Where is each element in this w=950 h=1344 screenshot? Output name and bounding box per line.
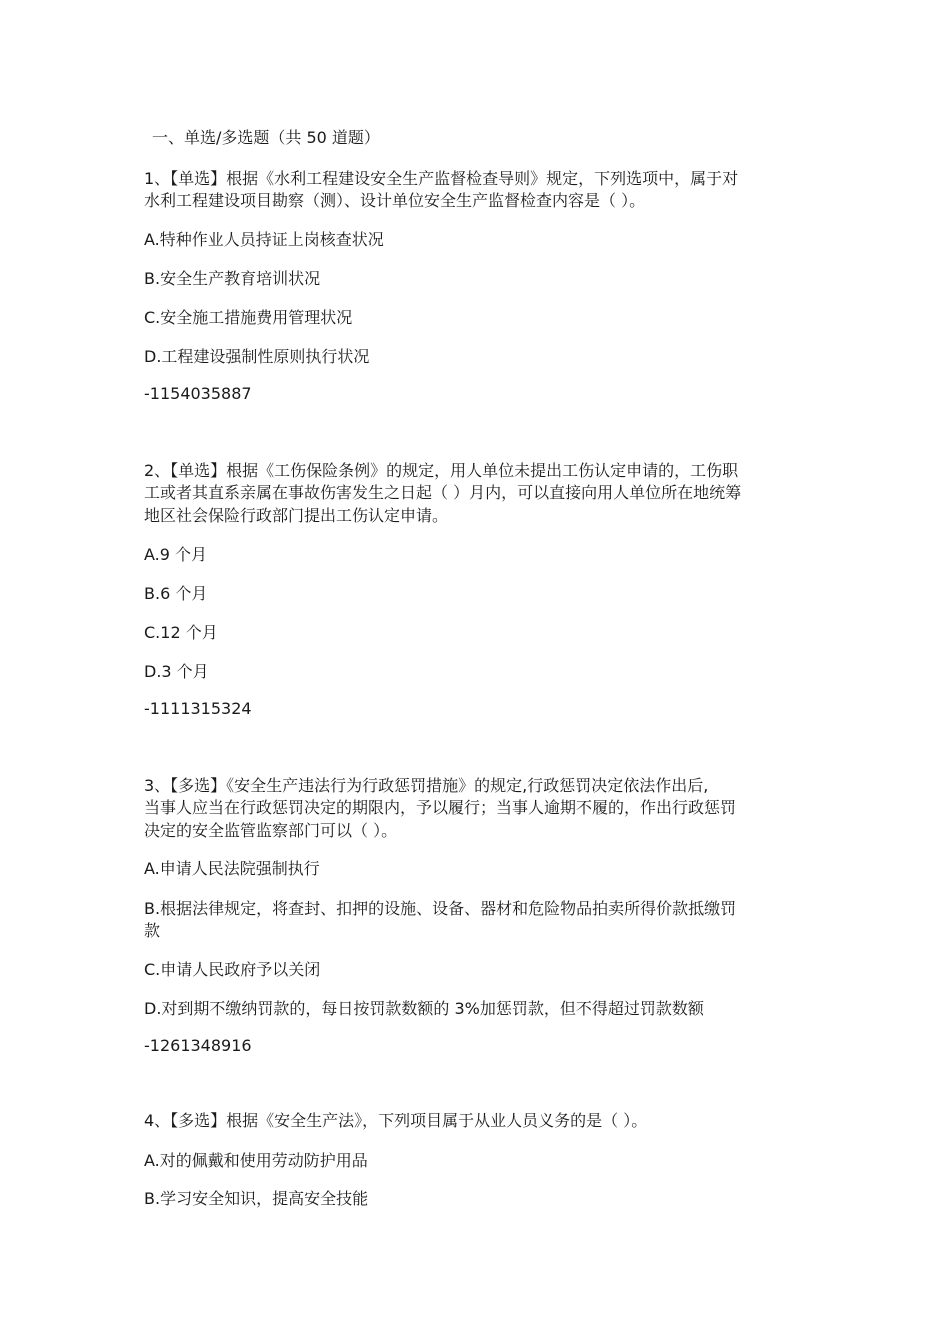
question-3-option-b-line-1: B.根据法律规定，将查封、扣押的设施、设备、器材和危险物品拍卖所得价款抵缴罚	[144, 899, 737, 918]
question-1-option-b: B.安全生产教育培训状况	[144, 269, 321, 288]
question-3-option-c: C.申请人民政府予以关闭	[144, 960, 321, 979]
question-2-stem-line-2: 工或者其直系亲属在事故伤害发生之日起（ ）月内，可以直接向用人单位所在地统筹	[144, 483, 742, 502]
question-3-stem-line-1: 3、【多选】《安全生产违法行为行政惩罚措施》的规定,行政惩罚决定依法作出后,	[144, 776, 709, 795]
question-4-stem-line-1: 4、【多选】根据《安全生产法》，下列项目属于从业人员义务的是（ ）。	[144, 1111, 648, 1130]
question-4-option-a: A.对的佩戴和使用劳动防护用品	[144, 1151, 368, 1170]
question-2-stem-line-3: 地区社会保险行政部门提出工伤认定申请。	[144, 506, 449, 525]
question-2-code: -1111315324	[144, 699, 252, 718]
question-2-option-d: D.3 个月	[144, 662, 209, 681]
question-3-option-d: D.对到期不缴纳罚款的，每日按罚款数额的 3%加惩罚款，但不得超过罚款数额	[144, 999, 704, 1018]
question-2-stem-line-1: 2、【单选】根据《工伤保险条例》的规定，用人单位未提出工伤认定申请的，工伤职	[144, 461, 739, 480]
question-1-option-d: D.工程建设强制性原则执行状况	[144, 347, 370, 366]
question-3-stem-line-3: 决定的安全监管监察部门可以（ ）。	[144, 821, 398, 840]
question-3-option-b-line-2: 款	[144, 921, 161, 940]
question-1-code: -1154035887	[144, 384, 252, 403]
section-title: 一、单选/多选题（共 50 道题）	[152, 128, 380, 147]
question-4-option-b: B.学习安全知识，提高安全技能	[144, 1189, 369, 1208]
question-1-stem-line-2: 水利工程建设项目勘察（测）、设计单位安全生产监督检查内容是（ ）。	[144, 191, 646, 210]
question-3-option-a: A.申请人民法院强制执行	[144, 859, 320, 878]
question-1-option-a: A.特种作业人员持证上岗核查状况	[144, 230, 384, 249]
question-3-stem-line-2: 当事人应当在行政惩罚决定的期限内，予以履行；当事人逾期不履的，作出行政惩罚	[144, 798, 737, 817]
question-3-code: -1261348916	[144, 1036, 252, 1055]
question-1-stem-line-1: 1、【单选】根据《水利工程建设安全生产监督检查导则》规定，下列选项中，属于对	[144, 169, 739, 188]
question-2-option-c: C.12 个月	[144, 623, 218, 642]
question-2-option-b: B.6 个月	[144, 584, 208, 603]
question-1-option-c: C.安全施工措施费用管理状况	[144, 308, 353, 327]
question-2-option-a: A.9 个月	[144, 545, 208, 564]
